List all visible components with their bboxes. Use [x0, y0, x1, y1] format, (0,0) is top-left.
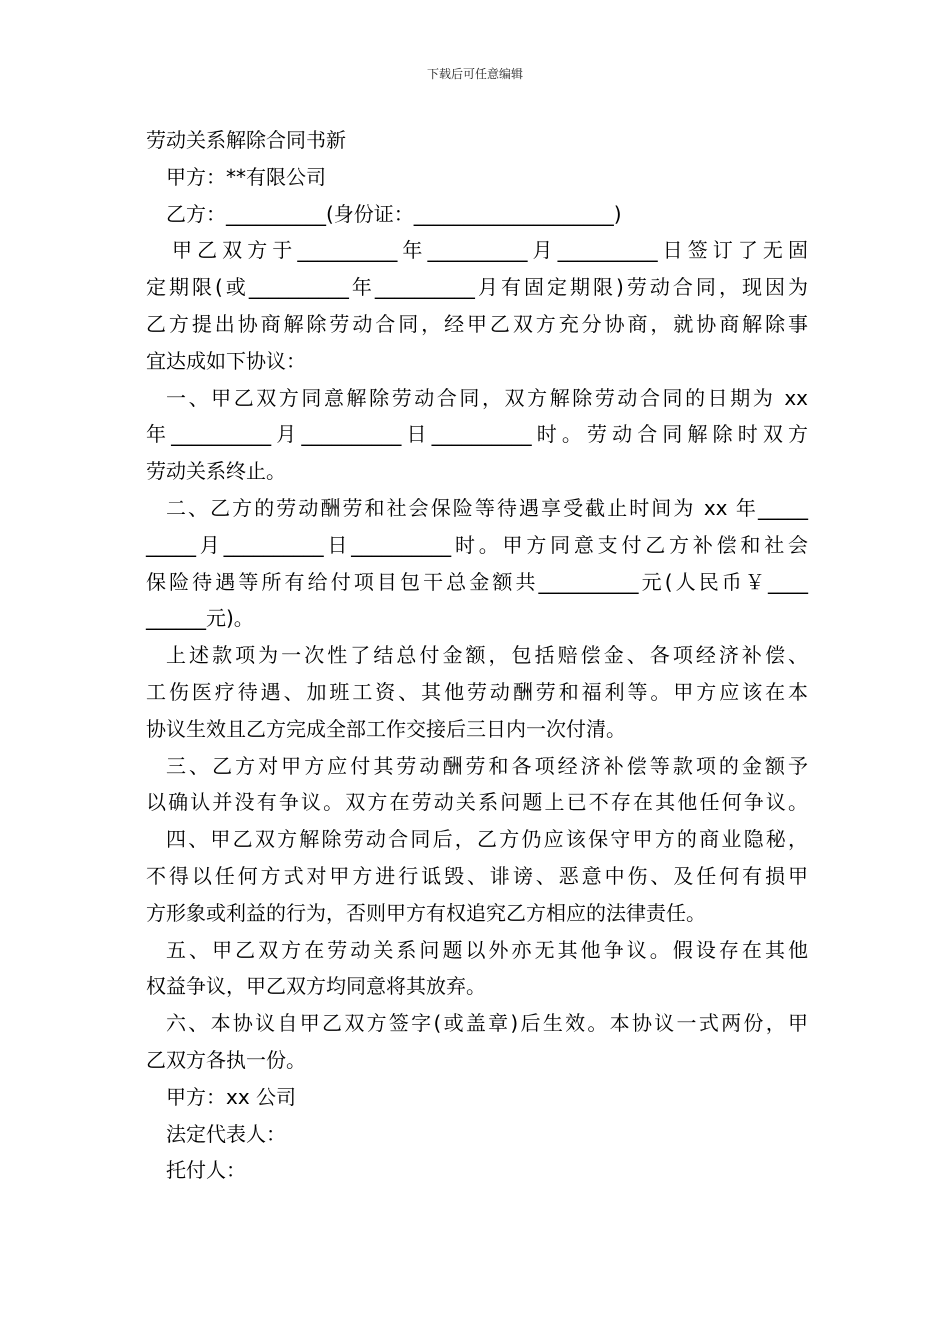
- signature-legal-rep: 法定代表人：: [166, 1121, 286, 1146]
- payment-paragraph-line: 工伤医疗待遇、加班工资、其他劳动酬劳和福利等。甲方应该在本: [146, 679, 808, 704]
- document-body: [146, 122, 808, 1189]
- document-title: 劳动关系解除合同书新: [146, 128, 346, 152]
- party-b-line: 乙方：__________(身份证：____________________): [166, 201, 622, 226]
- payment-paragraph-line: 上述款项为一次性了结总付金额，包括赔偿金、各项经济补偿、: [166, 643, 808, 668]
- paragraph-line: 宜达成如下协议：: [146, 348, 306, 373]
- paragraph-line: 定期限(或__________年__________月有固定期限)劳动合同，现因为: [146, 275, 808, 300]
- clause-2-line: _____月__________日__________时。甲方同意支付乙方补偿和社会: [146, 532, 808, 557]
- clause-2-line: 二、乙方的劳动酬劳和社会保险等待遇享受截止时间为 xx 年_____: [166, 495, 808, 520]
- signature-party-a: 甲方：xx 公司: [166, 1084, 297, 1109]
- party-a-line: 甲方：**有限公司: [166, 164, 326, 189]
- clause-6-line: 乙双方各执一份。: [146, 1047, 306, 1072]
- clause-1-line: 劳动关系终止。: [146, 459, 286, 484]
- clause-6-line: 六、本协议自甲乙双方签字(或盖章)后生效。本协议一式两份，甲: [166, 1011, 808, 1036]
- clause-3-line: 以确认并没有争议。双方在劳动关系问题上已不存在其他任何争议。: [146, 790, 808, 815]
- clause-5-line: 五、甲乙双方在劳动关系问题以外亦无其他争议。假设存在其他: [166, 937, 808, 962]
- clause-4-line: 四、甲乙双方解除劳动合同后，乙方仍应该保守甲方的商业隐秘，: [166, 827, 808, 852]
- paragraph-line: 乙方提出协商解除劳动合同，经甲乙双方充分协商，就协商解除事: [146, 311, 808, 336]
- clause-4-line: 不得以任何方式对甲方进行诋毁、诽谤、恶意中伤、及任何有损甲: [146, 863, 808, 888]
- clause-2-line: ______元)。: [146, 606, 254, 631]
- page-header-note: 下载后可任意编辑: [426, 67, 523, 81]
- paragraph-line: 甲乙双方于__________年__________月__________日签订了无固: [172, 238, 808, 263]
- clause-3-line: 三、乙方对甲方应付其劳动酬劳和各项经济补偿等款项的金额予: [166, 753, 808, 778]
- payment-paragraph-line: 协议生效且乙方完成全部工作交接后三日内一次付清。: [146, 716, 626, 741]
- clause-4-line: 方形象或利益的行为，否则甲方有权追究乙方相应的法律责任。: [146, 900, 706, 925]
- clause-1-line: 一、甲乙双方同意解除劳动合同，双方解除劳动合同的日期为 xx: [166, 385, 808, 410]
- clause-5-line: 权益争议，甲乙双方均同意将其放弃。: [146, 974, 486, 999]
- clause-2-line: 保险待遇等所有给付项目包干总金额共__________元(人民币￥____: [146, 569, 808, 594]
- signature-agent: 托付人：: [166, 1158, 246, 1183]
- clause-1-line: 年__________月__________日__________时。劳动合同解除时双方: [146, 422, 808, 447]
